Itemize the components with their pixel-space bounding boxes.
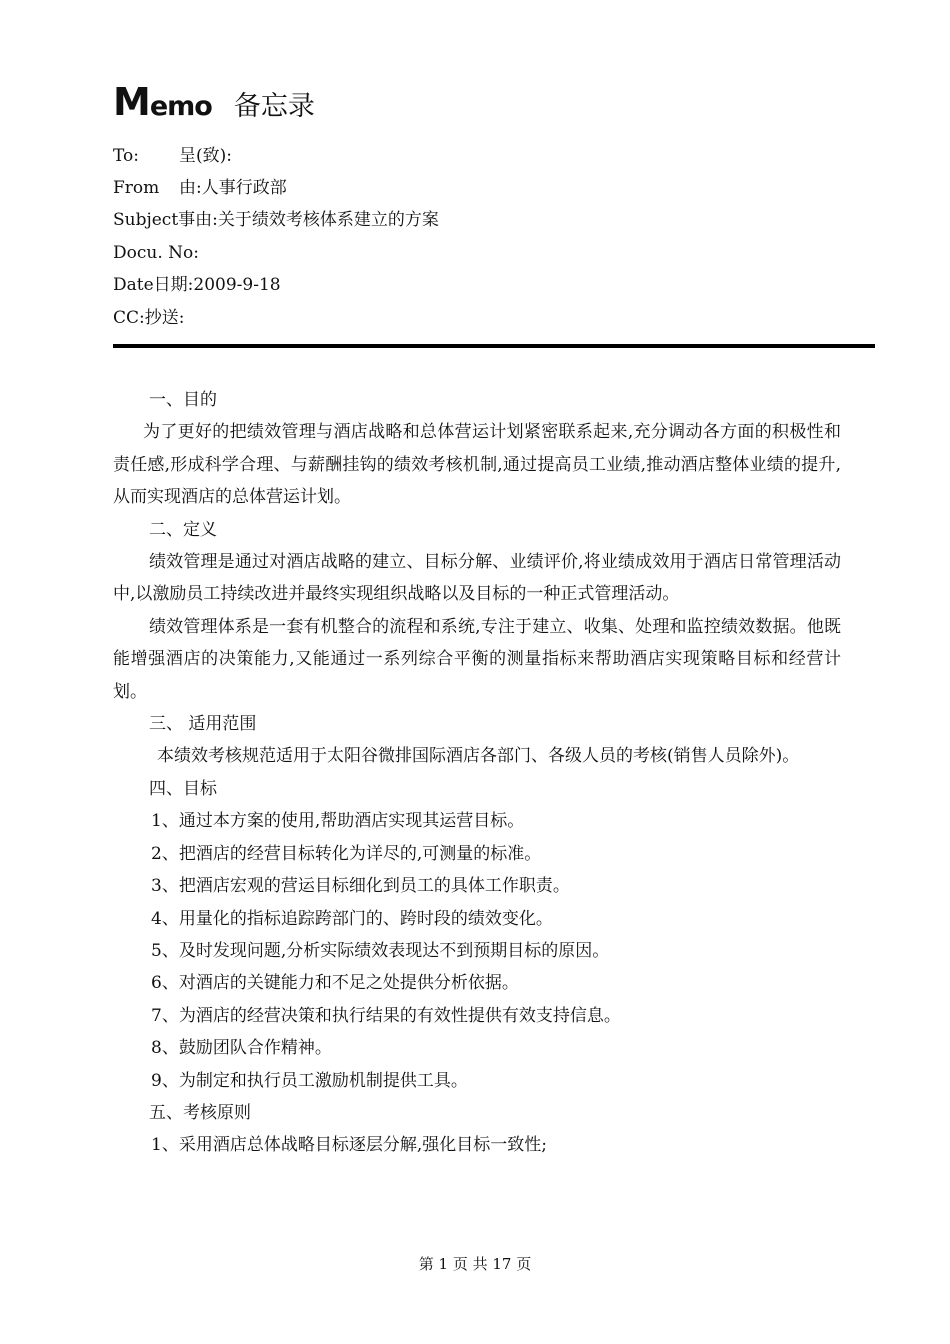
header-from-label: From <box>113 178 160 198</box>
header-date <box>113 273 281 297</box>
header-subject-value: 事由:关于绩效考核体系建立的方案 <box>178 210 439 230</box>
list-item: 3、把酒店宏观的营运目标细化到员工的具体工作职责。 <box>151 876 570 897</box>
memo-title-latin: Memo <box>113 80 212 124</box>
header-to <box>113 144 232 168</box>
header-date-label: Date <box>113 275 154 295</box>
paragraph: 本绩效考核规范适用于太阳谷微排国际酒店各部门、各级人员的考核(销售人员除外)。 <box>157 746 800 767</box>
header-subject-label: Subject <box>113 210 179 230</box>
header-cc <box>113 306 184 330</box>
paragraph: 绩效管理是通过对酒店战略的建立、目标分解、业绩评价,将业绩成效用于酒店日常管理活动中,以激励员工持续改进并最终实现组织战略以及目标的一种正式管理活动。 <box>113 552 841 605</box>
header-to-label: To: <box>113 146 139 166</box>
section-title: 一、目的 <box>149 390 217 410</box>
memo-title-chinese: 备忘录 <box>233 91 315 122</box>
header-cc-label: CC: <box>113 308 145 328</box>
header-docu <box>113 241 199 265</box>
memo-body <box>113 384 841 1162</box>
paragraph: 为了更好的把绩效管理与酒店战略和总体营运计划紧密联系起来,充分调动各方面的积极性和责任感,形成科学合理、与薪酬挂钩的绩效考核机制,通过提高员工业绩,推动酒店整体业绩的提升,从而实现酒店的总体营运计划。 <box>113 422 841 508</box>
header-divider <box>113 344 875 348</box>
list-item: 1、采用酒店总体战略目标逐层分解,强化目标一致性; <box>151 1135 547 1156</box>
list-item: 9、为制定和执行员工激励机制提供工具。 <box>151 1070 468 1091</box>
list-item: 6、对酒店的关键能力和不足之处提供分析依据。 <box>151 973 519 994</box>
header-cc-value: 抄送: <box>144 308 185 328</box>
list-item: 5、及时发现问题,分析实际绩效表现达不到预期目标的原因。 <box>151 940 610 961</box>
header-from-value: 由:人事行政部 <box>179 178 287 198</box>
list-item: 8、鼓励团队合作精神。 <box>151 1038 332 1059</box>
list-item: 4、用量化的指标追踪跨部门的、跨时段的绩效变化。 <box>151 908 553 929</box>
header-subject <box>113 208 439 232</box>
header-to-value: 呈(致): <box>179 146 232 166</box>
list-item: 7、为酒店的经营决策和执行结果的有效性提供有效支持信息。 <box>151 1005 621 1026</box>
paragraph: 绩效管理体系是一套有机整合的流程和系统,专注于建立、收集、处理和监控绩效数据。他既能增强酒店的决策能力,又能通过一系列综合平衡的测量指标来帮助酒店实现策略目标和经营计划。 <box>113 616 841 702</box>
page-footer: 第 1 页 共 17 页 <box>418 1255 532 1273</box>
header-from <box>113 176 287 200</box>
list-item: 2、把酒店的经营目标转化为详尽的,可测量的标准。 <box>151 843 542 864</box>
list-item: 1、通过本方案的使用,帮助酒店实现其运营目标。 <box>151 811 525 832</box>
section-title: 二、定义 <box>149 519 217 540</box>
memo-title <box>113 80 315 130</box>
section-title: 五、考核原则 <box>149 1102 251 1123</box>
header-date-value: 日期:2009-9-18 <box>153 275 281 295</box>
header-docu-label: Docu. No: <box>113 243 199 263</box>
section-title: 四、目标 <box>149 778 217 799</box>
section-title: 三、 适用范围 <box>149 714 257 735</box>
